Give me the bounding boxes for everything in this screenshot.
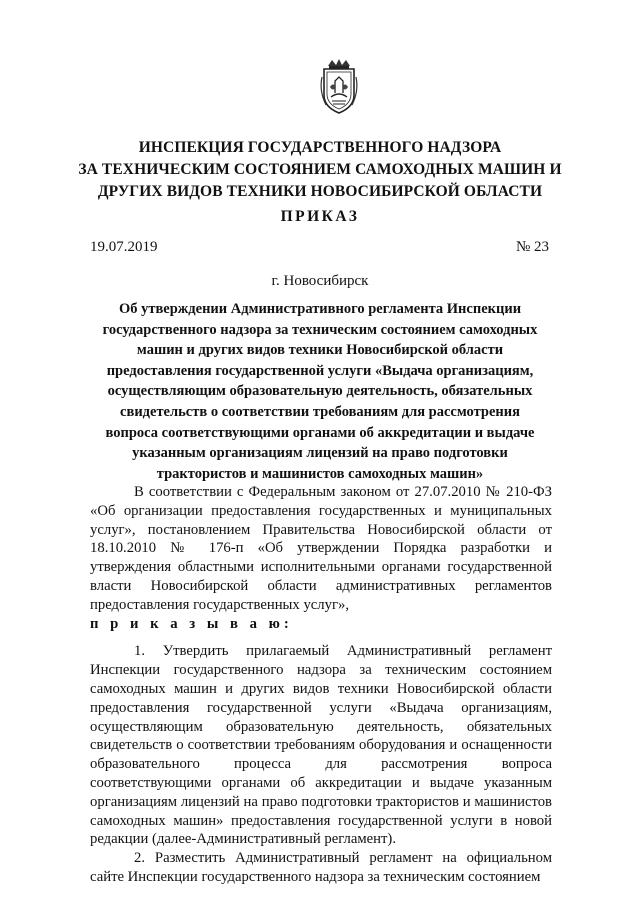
organization-name — [60, 137, 580, 203]
org-line-1: ИНСПЕКЦИЯ ГОСУДАРСТВЕННОГО НАДЗОРА — [138, 139, 502, 156]
order-date: 19.07.2019 — [90, 239, 158, 255]
item-2-paragraph: 2. Разместить Административный регламент на официальном сайте Инспекции государственного надзора за техническим состоянием — [90, 850, 552, 885]
preamble-paragraph: В соответствии с Федеральным законом от 27.07.2010 № 210-ФЗ «Об организации предоставления государственных и муниципальных услуг», постановлением Правительства Новосибирской области от 18.10.2010 № 176-п «Об утверждении Порядка разработки и утверждения областными исполнительными органами государственной власти Новосибирской области административных регламентов предоставления государственных услуг», — [90, 484, 552, 613]
decree-word: п р и к а з ы в а ю: — [90, 615, 293, 632]
item-1-paragraph: 1. Утвердить прилагаемый Административный регламент Инспекции государственного надзора за техническим состоянием самоходных машин и других видов техники Новосибирской области предоставления государственной услуги «Выдача организациям, осуществляющим образовательную деятельность, обязательных свидетельств о соответствии требованиям оборудования и оснащенности образовательного процесса для рассмотрения вопроса соответствующими органами об аккредитации и выдаче указанным организациям лицензий на право подготовки трактористов и машинистов самоходных машин» предоставления государственной услуги в новой редакции (далее-Административный регламент). — [90, 643, 552, 848]
org-line-2: ЗА ТЕХНИЧЕСКИМ СОСТОЯНИЕМ САМОХОДНЫХ МАШИН И — [78, 161, 562, 178]
order-title: Об утверждении Административного регламента Инспекции государственного надзора за техническим состоянием самоходных машин и других видов техники Новосибирской области предоставления государственной услуги «Выдача организациям, осуществляющим образовательную деятельность, обязательных свидетельств о соответствии требованиям для рассмотрения вопроса соответствующими органами об аккредитации и выдаче указанным организациям лицензий на право подготовки трактористов и машинистов самоходных машин» — [102, 301, 538, 482]
coat-of-arms-icon — [318, 57, 360, 117]
document-type: ПРИКАЗ — [280, 208, 360, 225]
city: г. Новосибирск — [271, 273, 369, 289]
org-line-3: ДРУГИХ ВИДОВ ТЕХНИКИ НОВОСИБИРСКОЙ ОБЛАСТИ — [97, 183, 543, 200]
order-body — [90, 483, 552, 887]
order-number: № 23 — [515, 239, 549, 255]
